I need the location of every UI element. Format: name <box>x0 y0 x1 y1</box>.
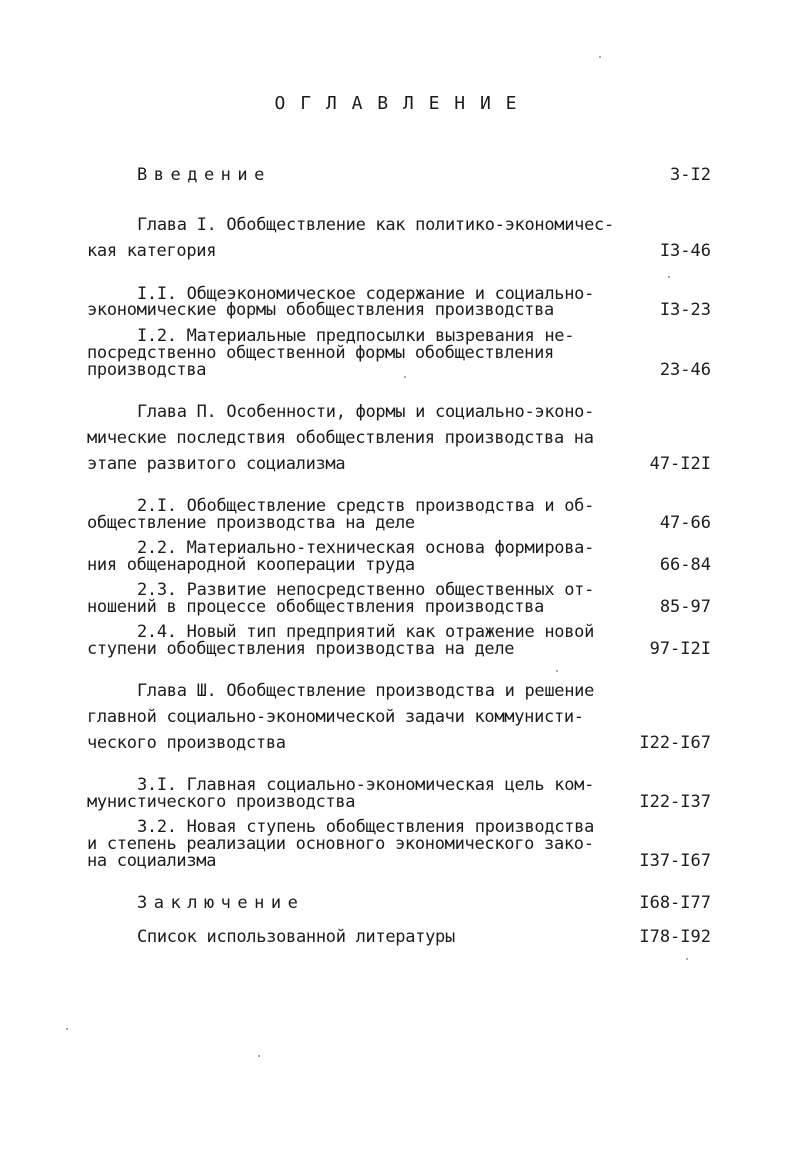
section-1-2-line3: производства <box>87 360 207 380</box>
toc-intro-label: Введение <box>137 165 271 185</box>
scan-speck <box>686 958 688 960</box>
section-3-2-line3: на социализма <box>87 851 217 871</box>
chapter2-title-line2: мические последствия обобществления производства на <box>87 428 594 448</box>
toc-conclusion-pages: I68-I77 <box>639 893 711 913</box>
toc-bibliography-label: Список использованной литературы <box>137 927 455 947</box>
chapter1-title-line2: кая категория <box>87 241 217 261</box>
section-3-2-pages: I37-I67 <box>639 851 711 871</box>
chapter3-title-line2: главной социально-экономической задачи коммунисти- <box>87 707 584 727</box>
section-2-3-pages: 85-97 <box>659 597 711 617</box>
chapter3-title-line3: ческого производства <box>87 733 286 753</box>
scan-speck <box>599 56 601 58</box>
section-1-2-line2: посредственно общественной формы обобществления <box>87 343 554 363</box>
scan-speck <box>404 376 406 378</box>
section-2-2-line2: ния общенародной кооперации труда <box>87 555 415 575</box>
section-2-1-line1: 2.I. Обобществление средств производства и об- <box>137 496 595 516</box>
section-1-2-pages: 23-46 <box>659 360 711 380</box>
chapter2-title-line1: Глава П. Особенности, формы и социально-эконо- <box>137 402 595 422</box>
scan-speck <box>668 276 670 278</box>
section-2-4-line2: ступени обобществления производства на деле <box>87 639 515 659</box>
chapter3-title-line1: Глава Ш. Обобществление производства и решение <box>137 681 595 701</box>
section-2-3-line1: 2.3. Развитие непосредственно общественных от- <box>137 580 595 600</box>
chapter1-title-line1: Глава I. Обобществление как политико-экономичес- <box>137 215 614 235</box>
section-1-2-line1: I.2. Материальные предпосылки вызревания не- <box>137 326 575 346</box>
section-2-2-line1: 2.2. Материально-техническая основа формирова- <box>137 538 595 558</box>
chapter2-title-line3: этапе развитого социализма <box>87 454 346 474</box>
scan-speck <box>66 1028 68 1030</box>
chapter1-pages: I3-46 <box>659 241 711 261</box>
scan-speck <box>258 1055 260 1057</box>
chapter3-pages: I22-I67 <box>639 733 711 753</box>
chapter2-pages: 47-I2I <box>649 454 711 474</box>
toc-conclusion-label: Заключение <box>137 893 305 913</box>
section-2-3-line2: ношений в процессе обобществления производства <box>87 597 545 617</box>
toc-bibliography-pages: I78-I92 <box>639 927 711 947</box>
section-1-1-line2: экономические формы обобществления производства <box>87 300 554 320</box>
section-3-1-pages: I22-I37 <box>639 792 711 812</box>
section-2-1-line2: обществление производства на деле <box>87 513 415 533</box>
section-3-2-line2: и степень реализации основного экономического зако- <box>87 834 594 854</box>
section-2-1-pages: 47-66 <box>659 513 711 533</box>
section-2-4-pages: 97-I2I <box>649 639 711 659</box>
page-title: О Г Л А В Л Е Н И Е <box>274 93 519 114</box>
section-3-1-line1: 3.I. Главная социально-экономическая цель ком- <box>137 775 595 795</box>
section-3-2-line1: 3.2. Новая ступень обобществления производства <box>137 817 595 837</box>
section-2-4-line1: 2.4. Новый тип предприятий как отражение новой <box>137 622 595 642</box>
section-3-1-line2: мунистического производства <box>87 792 356 812</box>
section-2-2-pages: 66-84 <box>659 555 711 575</box>
section-1-1-pages: I3-23 <box>659 300 711 320</box>
section-1-1-line1: I.I. Общеэкономическое содержание и социально- <box>137 284 595 304</box>
scan-speck <box>556 670 558 672</box>
toc-intro-pages: 3-I2 <box>670 165 711 185</box>
